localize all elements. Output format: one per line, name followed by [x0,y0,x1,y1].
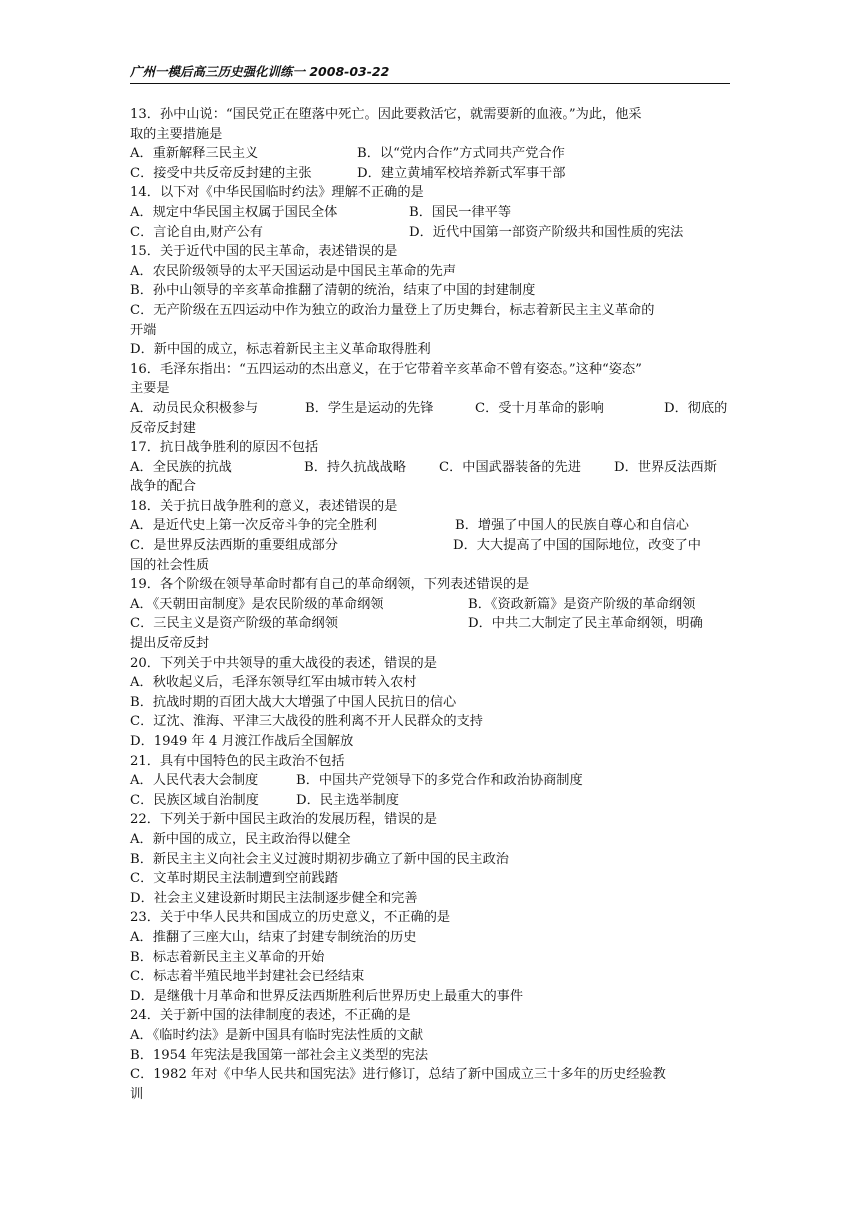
q18-option-d: D．大大提高了中国的国际地位，改变了中 [453,538,701,554]
q24-option-b: B．1954 年宪法是我国第一部社会主义类型的宪法 [130,1047,429,1063]
q14-options-row2 [130,223,732,243]
q17-options-row [130,458,732,478]
q22-option-b: B．新民主主义向社会主义过渡时期初步确立了新中国的民主政治 [130,851,509,867]
q15-option-b: B．孙中山领导的辛亥革命推翻了清朝的统治，结束了中国的封建制度 [130,283,536,299]
q19-option-a: A．《天朝田亩制度》是农民阶级的革命纲领 [130,596,384,612]
q23-stem: 23．关于中华人民共和国成立的历史意义，不正确的是 [130,910,451,926]
question-list [130,105,732,1104]
q14-option-c: C．言论自由,财产公有 [130,224,263,240]
q23-option-b: B．标志着新民主主义革命的开始 [130,949,325,965]
q18-stem: 18．关于抗日战争胜利的意义，表述错误的是 [130,498,398,514]
q13-stem-line1: 13．孙中山说：“国民党正在堕落中死亡。因此要救活它，就需要新的血液。”为此，他采 [130,107,642,122]
q21-options-row1 [130,771,732,791]
q19-options-row1 [130,595,732,615]
q21-options-row2 [130,791,732,811]
q22-option-d: D．社会主义建设新时期民主法制逐步健全和完善 [130,890,418,906]
q14-stem: 14．以下对《中华民国临时约法》理解不正确的是 [130,185,424,201]
q19-option-c: C．三民主义是资产阶级的革命纲领 [130,616,338,632]
q20-option-c: C．辽沈、淮海、平津三大战役的胜利离不开人民群众的支持 [130,714,483,730]
q24-option-c-line1: C．1982 年对《中华人民共和国宪法》进行修订，总结了新中国成立三十多年的历史经验教 [130,1067,666,1083]
q18-option-c: C．是世界反法西斯的重要组成部分 [130,538,338,554]
q20-option-d: D．1949 年 4 月渡江作战后全国解放 [130,734,354,749]
q22-stem: 22．下列关于新中国民主政治的发展历程，错误的是 [130,812,437,828]
q21-option-b: B．中国共产党领导下的多党合作和政治协商制度 [296,773,583,789]
q19-option-b: B．《资政新篇》是资产阶级的革命纲领 [468,596,696,612]
q13-option-a: A．重新解释三民主义 [130,146,259,162]
q21-option-c: C．民族区域自治制度 [130,792,259,808]
q14-option-d: D．近代中国第一部资产阶级共和国性质的宪法 [409,224,684,240]
page-header: 广州一模后高三历史强化训练一 2008-03-22 [130,62,730,84]
q16-option-d-continued: 反帝反封建 [130,420,196,436]
q13-option-d: D．建立黄埔军校培养新式军事干部 [357,165,566,181]
q16-option-c: C．受十月革命的影响 [475,400,604,416]
q16-stem-line1: 16．毛泽东指出：“五四运动的杰出意义，在于它带着辛亥革命不曾有姿态。”这种“姿态” [130,361,642,377]
q21-option-d: D．民主选举制度 [296,792,399,808]
q21-option-a: A．人民代表大会制度 [130,773,259,789]
q20-stem: 20．下列关于中共领导的重大战役的表述，错误的是 [130,655,437,671]
q19-option-d: D．中共二大制定了民主革命纲领，明确 [468,616,703,632]
q15-stem: 15．关于近代中国的民主革命，表述错误的是 [130,244,398,260]
q13-option-c: C．接受中共反帝反封建的主张 [130,165,312,181]
q16-option-b: B．学生是运动的先锋 [305,400,434,416]
q22-option-a: A．新中国的成立，民主政治得以健全 [130,831,351,847]
q22-option-c: C．文革时期民主法制遭到空前践踏 [130,871,338,887]
q17-option-a: A．全民族的抗战 [130,459,232,475]
q20-option-b: B．抗战时期的百团大战大大增强了中国人民抗日的信心 [130,694,457,710]
q13-stem-line2: 取的主要措施是 [130,126,223,142]
q24-option-c-line2: 训 [130,1086,144,1102]
q15-option-a: A．农民阶级领导的太平天国运动是中国民主革命的先声 [130,263,457,279]
q15-option-d: D．新中国的成立，标志着新民主主义革命取得胜利 [130,342,431,358]
q20-option-a: A．秋收起义后，毛泽东领导红军由城市转入农村 [130,675,417,691]
q18-options-row1 [130,516,732,536]
q13-option-b: B．以“党内合作”方式同共产党合作 [357,146,565,162]
q21-stem: 21．具有中国特色的民主政治不包括 [130,753,345,769]
q17-stem: 17．抗日战争胜利的原因不包括 [130,440,319,456]
q16-stem-line2: 主要是 [130,381,170,397]
q13-options-row1 [130,144,732,164]
q14-option-b: B．国民一律平等 [409,204,512,220]
q24-option-a: A．《临时约法》是新中国具有临时宪法性质的文献 [130,1027,424,1043]
q14-options-row1 [130,203,732,223]
q18-options-row2 [130,536,732,556]
q16-option-d: D．彻底的 [664,400,728,416]
q18-option-d-continued: 国的社会性质 [130,557,210,573]
q19-option-d-continued: 提出反帝反封 [130,636,210,652]
q19-stem: 19．各个阶级在领导革命时都有自己的革命纲领，下列表述错误的是 [130,577,530,593]
q17-option-d-continued: 战争的配合 [130,479,196,495]
q15-option-c-line2: 开端 [130,322,157,338]
q14-option-a: A．规定中华民国主权属于国民全体 [130,204,338,220]
q15-option-c-line1: C．无产阶级在五四运动中作为独立的政治力量登上了历史舞台，标志着新民主主义革命的 [130,302,655,318]
q23-option-c: C．标志着半殖民地半封建社会已经结束 [130,969,365,985]
q18-option-b: B．增强了中国人的民族自尊心和自信心 [455,518,689,534]
q13-options-row2 [130,164,732,184]
q16-options-row [130,399,732,419]
q24-stem: 24．关于新中国的法律制度的表述，不正确的是 [130,1008,411,1024]
q18-option-a: A．是近代史上第一次反帝斗争的完全胜利 [130,518,377,534]
q23-option-d: D．是继俄十月革命和世界反法西斯胜利后世界历史上最重大的事件 [130,988,524,1004]
q17-option-b: B．持久抗战战略 [304,459,407,475]
q19-options-row2 [130,614,732,634]
q17-option-d: D．世界反法西斯 [614,459,717,475]
q16-option-a: A．动员民众积极参与 [130,400,259,416]
q17-option-c: C．中国武器装备的先进 [439,459,581,475]
q23-option-a: A．推翻了三座大山，结束了封建专制统治的历史 [130,929,417,945]
